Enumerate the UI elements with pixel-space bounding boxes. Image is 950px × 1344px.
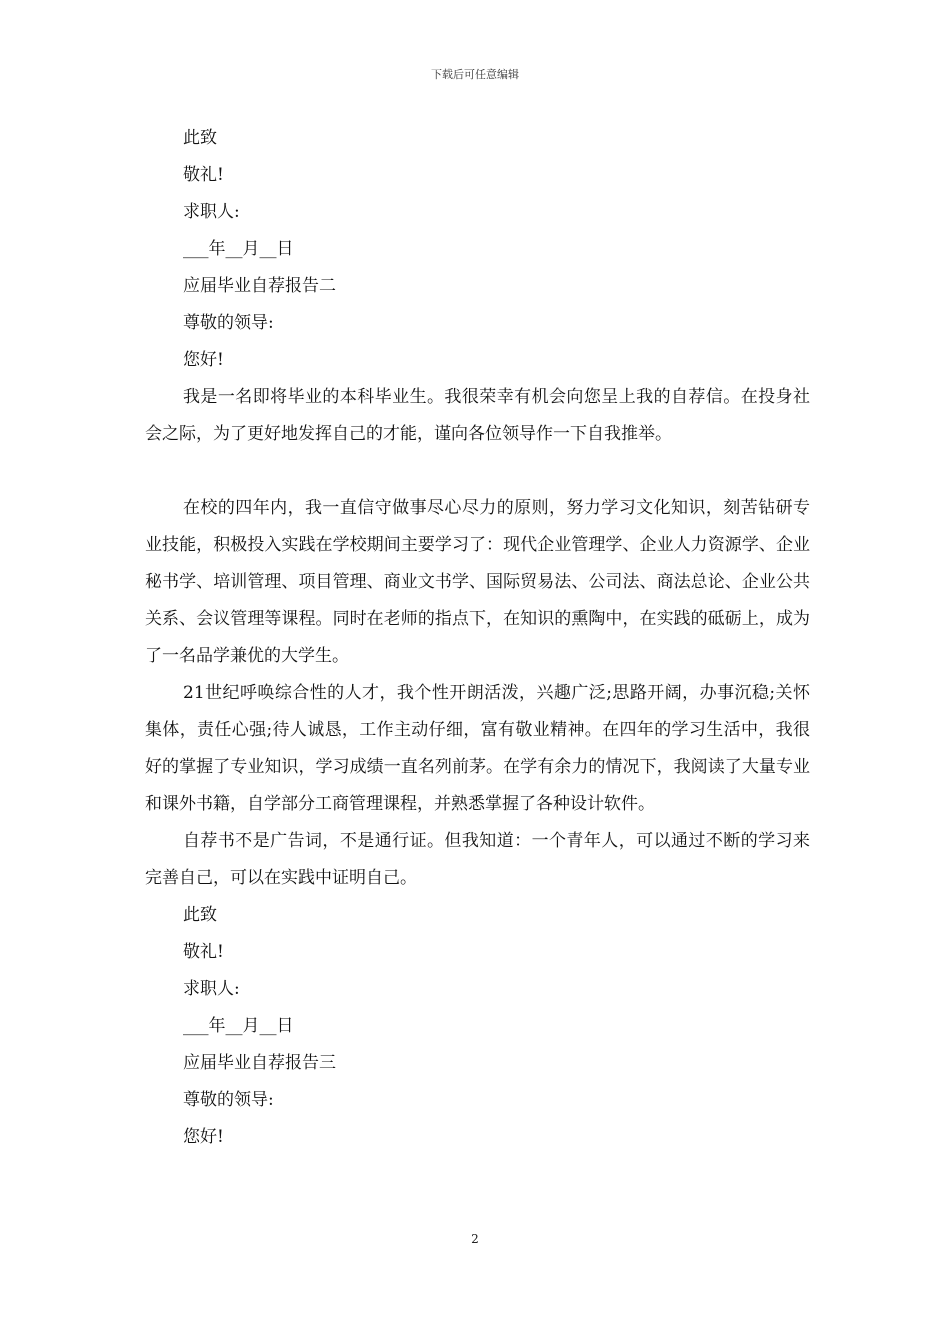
document-body [145, 120, 810, 1156]
salute-line: 敬礼! [183, 165, 224, 185]
date-line: ___年__月__日 [183, 1016, 294, 1036]
salute-line: 敬礼! [183, 942, 224, 962]
closing-line: 此致 [183, 905, 217, 925]
date-line: ___年__月__日 [183, 239, 294, 259]
greeting-hello: 您好! [183, 1127, 224, 1147]
paragraph-school: 在校的四年内，我一直信守做事尽心尽力的原则，努力学习文化知识，刻苦钻研专业技能，积极投入实践在学校期间主要学习了：现代企业管理学、企业人力资源学、企业秘书学、培训管理、项目管理、商业文书学、国际贸易法、公司法、商法总论、企业公共关系、会议管理等课程。同时在老师的指点下，在知识的熏陶中，在实践的砥砺上，成为了一名品学兼优的大学生。 [145, 498, 810, 666]
section-title: 应届毕业自荐报告三 [183, 1053, 336, 1073]
page-number: 2 [471, 1232, 479, 1246]
greeting-hello: 您好! [183, 350, 224, 370]
paragraph-closing: 自荐书不是广告词，不是通行证。但我知道：一个青年人，可以通过不断的学习来完善自己，可以在实践中证明自己。 [145, 831, 810, 888]
greeting-leader: 尊敬的领导: [183, 313, 274, 333]
header-note: 下载后可任意编辑 [431, 68, 519, 81]
paragraph-talent: 21世纪呼唤综合性的人才，我个性开朗活泼，兴趣广泛;思路开阔，办事沉稳;关怀集体，责任心强;待人诚恳，工作主动仔细，富有敬业精神。在四年的学习生活中，我很好的掌握了专业知识，学习成绩一直名列前茅。在学有余力的情况下，我阅读了大量专业和课外书籍，自学部分工商管理课程，并熟悉掌握了各种设计软件。 [145, 683, 810, 814]
applicant-line: 求职人: [183, 202, 240, 222]
applicant-line: 求职人: [183, 979, 240, 999]
section-title: 应届毕业自荐报告二 [183, 276, 336, 296]
paragraph-gap [145, 453, 810, 490]
closing-line: 此致 [183, 128, 217, 148]
paragraph-intro: 我是一名即将毕业的本科毕业生。我很荣幸有机会向您呈上我的自荐信。在投身社会之际，为了更好地发挥自己的才能，谨向各位领导作一下自我推举。 [145, 387, 810, 444]
greeting-leader: 尊敬的领导: [183, 1090, 274, 1110]
